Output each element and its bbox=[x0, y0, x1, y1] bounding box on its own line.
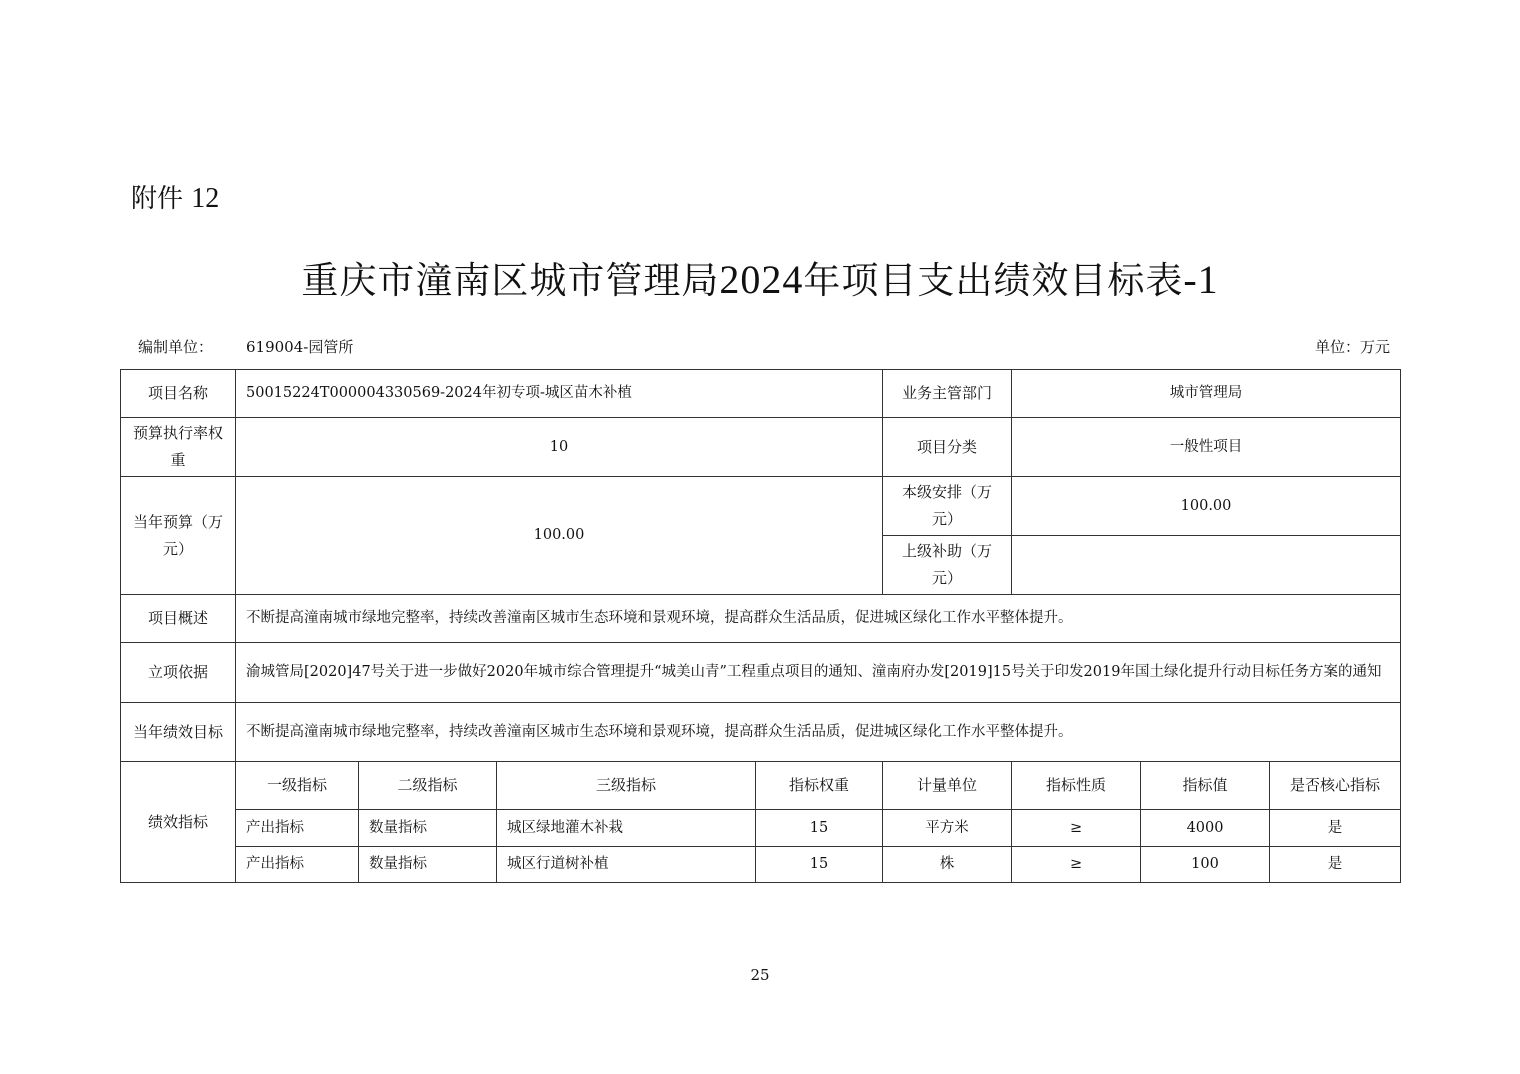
category-label: 项目分类 bbox=[883, 418, 1012, 477]
indicator-cell: 平方米 bbox=[883, 810, 1012, 847]
indicator-header-cell: 一级指标 bbox=[236, 762, 359, 810]
indicator-cell: 株 bbox=[883, 847, 1012, 883]
local-label: 本级安排（万元） bbox=[883, 477, 1012, 536]
indicator-header-cell: 计量单位 bbox=[883, 762, 1012, 810]
row-budget-local bbox=[121, 477, 1401, 536]
indicator-cell: ≥ bbox=[1012, 847, 1141, 883]
row-project-name bbox=[121, 370, 1401, 418]
row-weight bbox=[121, 418, 1401, 477]
table-row bbox=[121, 810, 1401, 847]
row-basis bbox=[121, 643, 1401, 703]
weight-label: 预算执行率权重 bbox=[121, 418, 236, 477]
indicator-header-cell: 是否核心指标 bbox=[1270, 762, 1401, 810]
indicator-header-cell: 三级指标 bbox=[497, 762, 756, 810]
unit-value: 619004-园管所 bbox=[246, 338, 354, 356]
indicator-cell: ≥ bbox=[1012, 810, 1141, 847]
performance-table bbox=[120, 369, 1401, 883]
indicators-label: 绩效指标 bbox=[121, 762, 236, 883]
table-row bbox=[121, 847, 1401, 883]
subsidy-value bbox=[1012, 536, 1401, 595]
indicator-header-cell: 二级指标 bbox=[359, 762, 497, 810]
goal-value: 不断提高潼南城市绿地完整率，持续改善潼南区城市生态环境和景观环境，提高群众生活品质，促进城区绿化工作水平整体提升。 bbox=[236, 703, 1401, 762]
indicator-cell: 城区行道树补植 bbox=[497, 847, 756, 883]
title-part1: 重庆市潼南区城市管理局 bbox=[301, 259, 720, 302]
title-part2: 年项目支出绩效目标表 bbox=[803, 259, 1184, 302]
indicator-cell: 15 bbox=[756, 810, 883, 847]
indicator-cell: 城区绿地灌木补栽 bbox=[497, 810, 756, 847]
local-value: 100.00 bbox=[1012, 477, 1401, 536]
dept-value: 城市管理局 bbox=[1012, 370, 1401, 418]
weight-value: 10 bbox=[236, 418, 883, 477]
indicator-cell: 4000 bbox=[1141, 810, 1270, 847]
goal-label: 当年绩效目标 bbox=[121, 703, 236, 762]
subsidy-label: 上级补助（万元） bbox=[883, 536, 1012, 595]
row-overview bbox=[121, 595, 1401, 643]
indicator-cell: 是 bbox=[1270, 847, 1401, 883]
attachment-label bbox=[131, 178, 219, 215]
budget-label: 当年预算（万元） bbox=[121, 477, 236, 595]
indicator-cell: 产出指标 bbox=[236, 810, 359, 847]
currency-unit: 单位：万元 bbox=[1314, 338, 1390, 356]
overview-value: 不断提高潼南城市绿地完整率，持续改善潼南区城市生态环境和景观环境，提高群众生活品质，促进城区绿化工作水平整体提升。 bbox=[236, 595, 1401, 643]
indicator-cell: 100 bbox=[1141, 847, 1270, 883]
indicator-header-cell: 指标性质 bbox=[1012, 762, 1141, 810]
title-year: 2024 bbox=[719, 257, 804, 302]
row-goal bbox=[121, 703, 1401, 762]
dept-label: 业务主管部门 bbox=[883, 370, 1012, 418]
indicator-header-cell: 指标权重 bbox=[756, 762, 883, 810]
indicator-cell: 数量指标 bbox=[359, 810, 497, 847]
overview-label: 项目概述 bbox=[121, 595, 236, 643]
indicator-cell: 产出指标 bbox=[236, 847, 359, 883]
indicator-cell: 15 bbox=[756, 847, 883, 883]
indicator-cell: 数量指标 bbox=[359, 847, 497, 883]
basis-value: 渝城管局[2020]47号关于进一步做好2020年城市综合管理提升“城美山青”工程重点项目的通知、潼南府办发[2019]15号关于印发2019年国土绿化提升行动目标任务方案的通知 bbox=[236, 643, 1401, 703]
attachment-text: 附件 bbox=[131, 184, 184, 214]
category-value: 一般性项目 bbox=[1012, 418, 1401, 477]
budget-value: 100.00 bbox=[236, 477, 883, 595]
unit-label: 编制单位： bbox=[138, 338, 214, 356]
page-number: 25 bbox=[750, 966, 770, 984]
indicator-header-cell: 指标值 bbox=[1141, 762, 1270, 810]
page-title bbox=[0, 250, 1520, 304]
indicator-header-row bbox=[121, 762, 1401, 810]
project-name-label: 项目名称 bbox=[121, 370, 236, 418]
attachment-number: 12 bbox=[191, 183, 220, 214]
indicator-cell: 是 bbox=[1270, 810, 1401, 847]
project-name-value: 50015224T000004330569-2024年初专项-城区苗木补植 bbox=[236, 370, 883, 418]
basis-label: 立项依据 bbox=[121, 643, 236, 703]
title-suffix: -1 bbox=[1183, 257, 1219, 302]
